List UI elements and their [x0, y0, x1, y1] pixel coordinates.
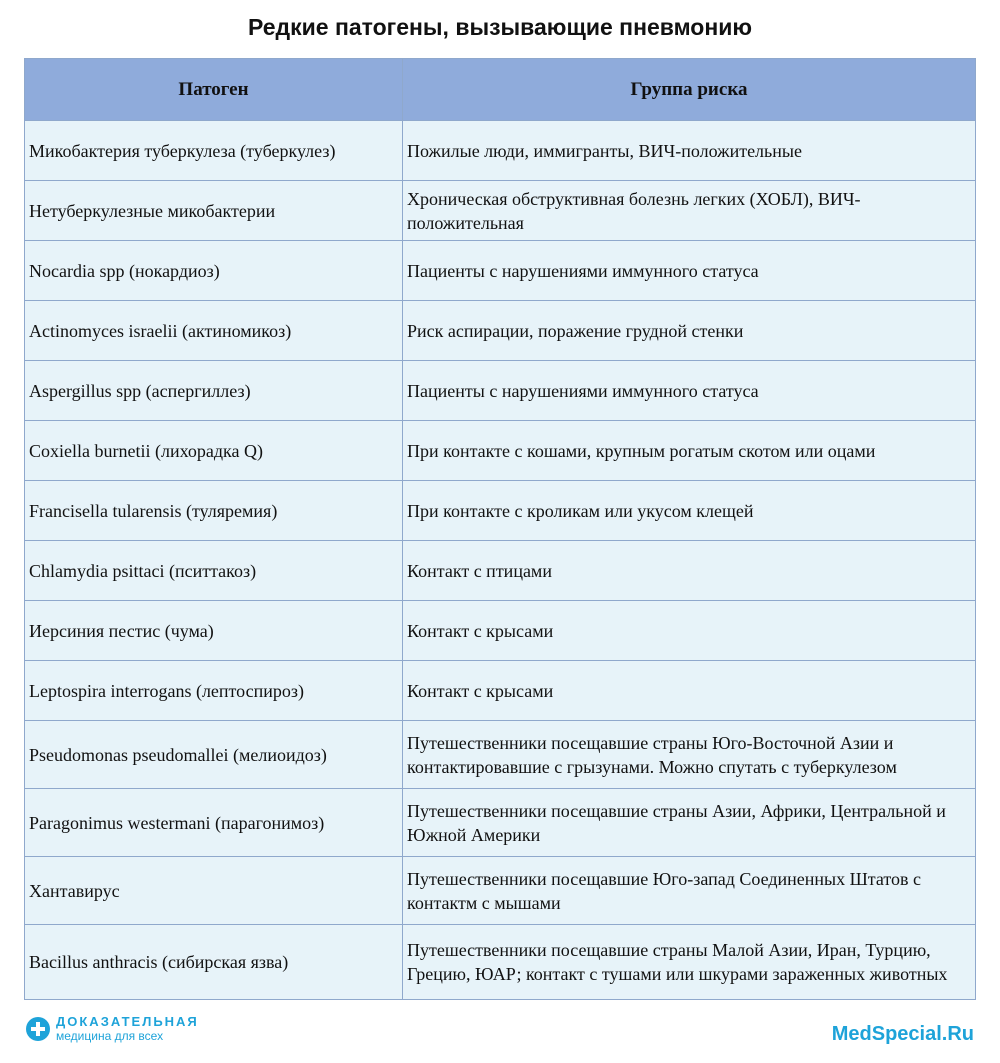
- risk-group-cell: Контакт с крысами: [403, 661, 976, 721]
- table-row: [25, 181, 976, 241]
- table-row: [25, 857, 976, 925]
- risk-group-cell: Пациенты с нарушениями иммунного статуса: [403, 241, 976, 301]
- table-row: [25, 301, 976, 361]
- pathogen-cell: Leptospira interrogans (лептоспироз): [25, 661, 403, 721]
- table-body: [25, 121, 976, 1000]
- table-row: [25, 481, 976, 541]
- column-header-pathogen: Патоген: [25, 59, 403, 121]
- pathogen-cell: Иерсиния пестис (чума): [25, 601, 403, 661]
- pathogen-table: [24, 58, 976, 1000]
- medical-cross-heart-icon: [26, 1017, 50, 1041]
- pathogen-cell: Francisella tularensis (туляремия): [25, 481, 403, 541]
- site-name: MedSpecial.Ru: [831, 1023, 974, 1045]
- pathogen-cell: Bacillus anthracis (сибирская язва): [25, 925, 403, 1000]
- pathogen-cell: Хантавирус: [25, 857, 403, 925]
- risk-group-cell: Хроническая обструктивная болезнь легких (ХОБЛ), ВИЧ-положительная: [403, 181, 976, 241]
- table-row: [25, 789, 976, 857]
- risk-group-cell: Контакт с крысами: [403, 601, 976, 661]
- table-row: [25, 361, 976, 421]
- brand-line-2: медицина для всех: [56, 1029, 164, 1043]
- pathogen-cell: Actinomyces israelii (актиномикоз): [25, 301, 403, 361]
- column-header-risk-group: Группа риска: [403, 59, 976, 121]
- risk-group-cell: Путешественники посещавшие страны Азии, Африки, Центральной и Южной Америки: [403, 789, 976, 857]
- pathogen-cell: Нетуберкулезные микобактерии: [25, 181, 403, 241]
- table-row: [25, 541, 976, 601]
- table-row: [25, 121, 976, 181]
- risk-group-cell: Риск аспирации, поражение грудной стенки: [403, 301, 976, 361]
- table-row: [25, 661, 976, 721]
- risk-group-cell: Пожилые люди, иммигранты, ВИЧ-положительные: [403, 121, 976, 181]
- table-header-row: [25, 59, 976, 121]
- risk-group-cell: Пациенты с нарушениями иммунного статуса: [403, 361, 976, 421]
- pathogen-cell: Coxiella burnetii (лихорадка Q): [25, 421, 403, 481]
- risk-group-cell: Путешественники посещавшие Юго-запад Соединенных Штатов с контактм с мышами: [403, 857, 976, 925]
- pathogen-cell: Микобактерия туберкулеза (туберкулез): [25, 121, 403, 181]
- table-row: [25, 925, 976, 1000]
- page-title: Редкие патогены, вызывающие пневмонию: [247, 14, 753, 40]
- pathogen-cell: Paragonimus westermani (парагонимоз): [25, 789, 403, 857]
- risk-group-cell: Путешественники посещавшие страны Малой Азии, Иран, Турцию, Грецию, ЮАР; контакт с тушами или шкурами зараженных животных: [403, 925, 976, 1000]
- table-row: [25, 601, 976, 661]
- pathogen-cell: Pseudomonas pseudomallei (мелиоидоз): [25, 721, 403, 789]
- risk-group-cell: При контакте с кошами, крупным рогатым скотом или оцами: [403, 421, 976, 481]
- table-row: [25, 241, 976, 301]
- brand-text: [56, 1014, 199, 1043]
- pathogen-cell: Aspergillus spp (аспергиллез): [25, 361, 403, 421]
- risk-group-cell: Путешественники посещавшие страны Юго-Восточной Азии и контактировавшие с грызунами. Можно спутать с туберкулезом: [403, 721, 976, 789]
- pathogen-cell: Nocardia spp (нокардиоз): [25, 241, 403, 301]
- risk-group-cell: Контакт с птицами: [403, 541, 976, 601]
- table-row: [25, 421, 976, 481]
- risk-group-cell: При контакте с кроликам или укусом клещей: [403, 481, 976, 541]
- pathogen-cell: Chlamydia psittaci (пситтакоз): [25, 541, 403, 601]
- brand-line-1: ДОКАЗАТЕЛЬНАЯ: [56, 1014, 199, 1029]
- table-row: [25, 721, 976, 789]
- brand-logo: [26, 1014, 199, 1043]
